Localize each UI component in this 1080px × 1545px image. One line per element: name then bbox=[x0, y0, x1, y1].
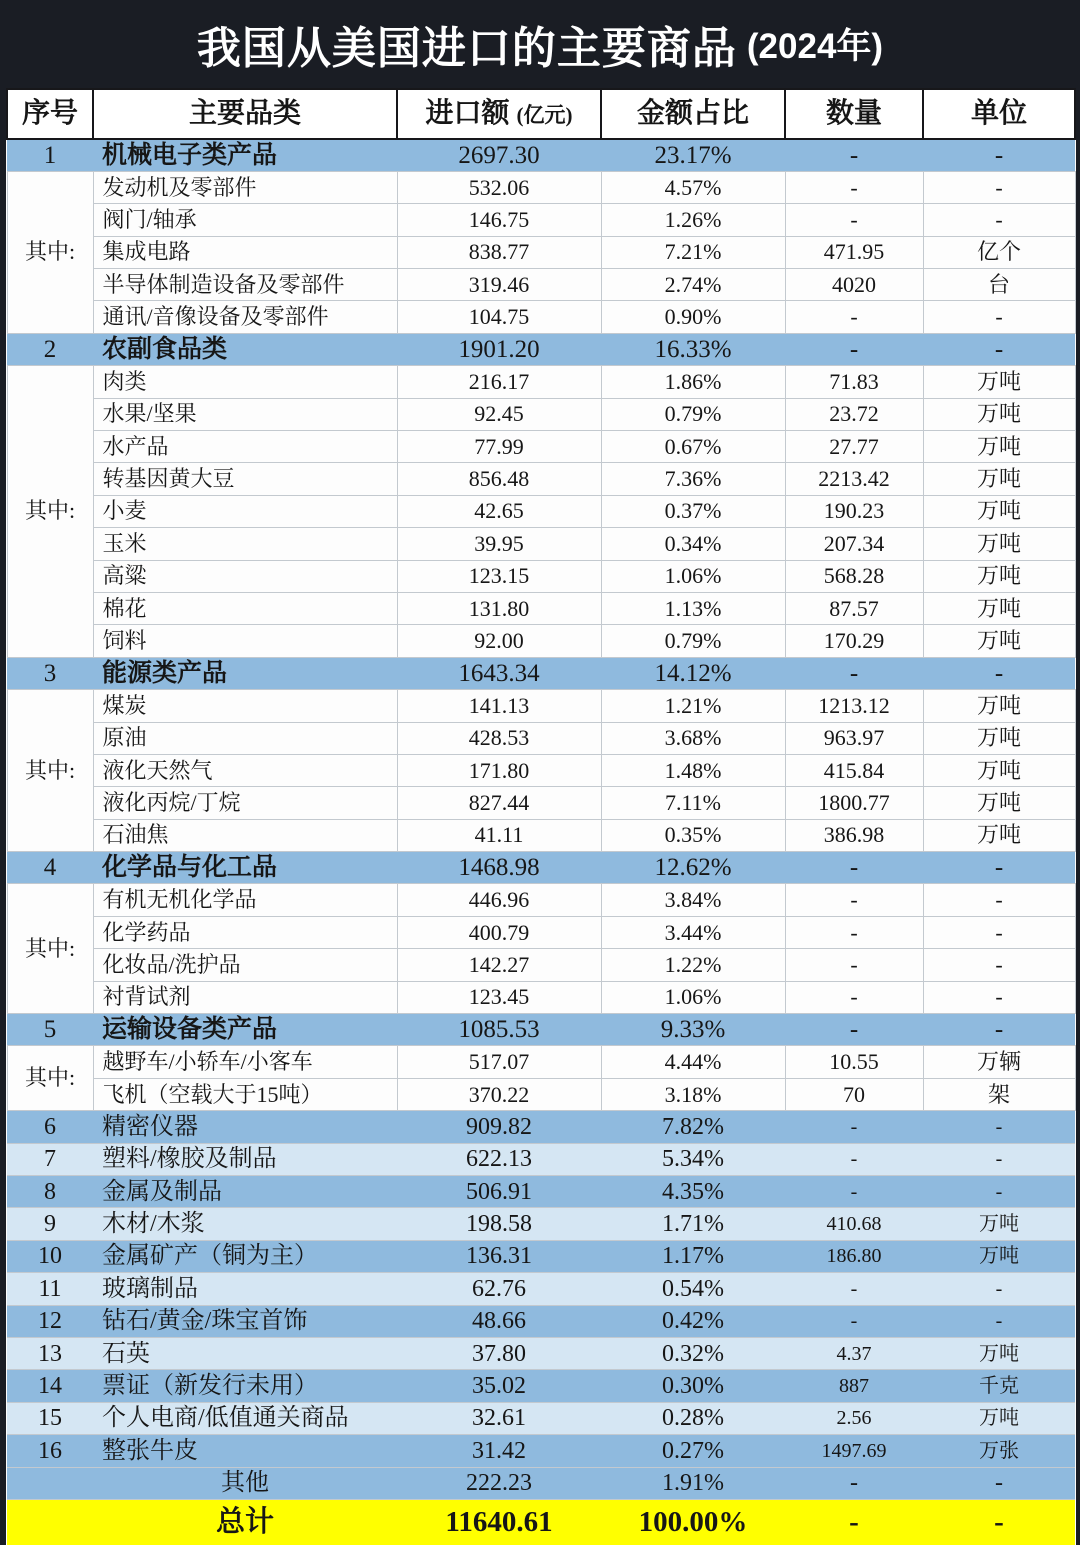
amount-cell: 131.80 bbox=[397, 592, 601, 624]
category-cell: 煤炭 bbox=[93, 690, 397, 722]
unit-cell: 万吨 bbox=[923, 495, 1075, 527]
quantity-cell: - bbox=[785, 1176, 923, 1208]
amount-cell: 39.95 bbox=[397, 528, 601, 560]
table-row bbox=[7, 625, 1075, 657]
category-cell: 金属及制品 bbox=[93, 1176, 397, 1208]
row-index-cell: 16 bbox=[7, 1435, 93, 1467]
imports-table bbox=[6, 88, 1076, 1545]
quantity-cell: - bbox=[785, 1273, 923, 1305]
unit-cell: - bbox=[923, 171, 1075, 203]
unit-cell: - bbox=[923, 1143, 1075, 1175]
category-cell: 肉类 bbox=[93, 366, 397, 398]
table-row bbox=[7, 1402, 1075, 1434]
amount-cell: 48.66 bbox=[397, 1305, 601, 1337]
quantity-cell: 71.83 bbox=[785, 366, 923, 398]
table-row bbox=[7, 916, 1075, 948]
column-header-category: 主要品类 bbox=[93, 89, 397, 139]
unit-cell: - bbox=[923, 949, 1075, 981]
unit-cell: - bbox=[923, 916, 1075, 948]
unit-cell: 万吨 bbox=[923, 592, 1075, 624]
category-cell: 整张牛皮 bbox=[93, 1435, 397, 1467]
unit-cell: 千克 bbox=[923, 1370, 1075, 1402]
quantity-cell: 1800.77 bbox=[785, 787, 923, 819]
title-year: (2024年) bbox=[746, 27, 884, 66]
table-row bbox=[7, 1273, 1075, 1305]
amount-cell: 370.22 bbox=[397, 1078, 601, 1110]
share-cell: 14.12% bbox=[601, 657, 785, 689]
table-row bbox=[7, 754, 1075, 786]
category-cell: 金属矿产（铜为主） bbox=[93, 1240, 397, 1272]
amount-cell: 146.75 bbox=[397, 204, 601, 236]
row-index-cell: 4 bbox=[7, 852, 93, 884]
category-cell: 石油焦 bbox=[93, 819, 397, 851]
quantity-cell: - bbox=[785, 657, 923, 689]
table-row bbox=[7, 1143, 1075, 1175]
unit-cell: 万吨 bbox=[923, 787, 1075, 819]
quantity-cell: 87.57 bbox=[785, 592, 923, 624]
among-which-cell: 其中: bbox=[7, 1046, 93, 1111]
amount-cell: 838.77 bbox=[397, 236, 601, 268]
amount-cell: 506.91 bbox=[397, 1176, 601, 1208]
share-cell: 1.86% bbox=[601, 366, 785, 398]
quantity-cell: - bbox=[785, 1014, 923, 1046]
quantity-cell: 27.77 bbox=[785, 431, 923, 463]
amount-cell: 123.15 bbox=[397, 560, 601, 592]
unit-cell: 万吨 bbox=[923, 1337, 1075, 1369]
amount-cell: 909.82 bbox=[397, 1111, 601, 1143]
unit-cell: - bbox=[923, 1111, 1075, 1143]
unit-cell: 万吨 bbox=[923, 366, 1075, 398]
quantity-cell: 170.29 bbox=[785, 625, 923, 657]
unit-cell: 亿个 bbox=[923, 236, 1075, 268]
table-row bbox=[7, 171, 1075, 203]
amount-cell: 42.65 bbox=[397, 495, 601, 527]
quantity-cell: - bbox=[785, 171, 923, 203]
row-index-cell bbox=[7, 1499, 93, 1545]
amount-cell: 1085.53 bbox=[397, 1014, 601, 1046]
category-cell: 木材/木浆 bbox=[93, 1208, 397, 1240]
category-cell: 发动机及零部件 bbox=[93, 171, 397, 203]
quantity-cell: - bbox=[785, 981, 923, 1013]
unit-cell: 万吨 bbox=[923, 754, 1075, 786]
unit-cell: 万吨 bbox=[923, 1240, 1075, 1272]
category-cell: 衬背试剂 bbox=[93, 981, 397, 1013]
quantity-cell: - bbox=[785, 333, 923, 365]
quantity-cell: 415.84 bbox=[785, 754, 923, 786]
category-cell: 塑料/橡胶及制品 bbox=[93, 1143, 397, 1175]
share-cell: 1.06% bbox=[601, 560, 785, 592]
quantity-cell: 887 bbox=[785, 1370, 923, 1402]
amount-cell: 2697.30 bbox=[397, 139, 601, 171]
unit-cell: 万吨 bbox=[923, 690, 1075, 722]
amount-cell: 171.80 bbox=[397, 754, 601, 786]
quantity-cell: - bbox=[785, 139, 923, 171]
table-body bbox=[7, 139, 1075, 1545]
amount-cell: 136.31 bbox=[397, 1240, 601, 1272]
share-cell: 0.79% bbox=[601, 398, 785, 430]
share-cell: 3.18% bbox=[601, 1078, 785, 1110]
table-row bbox=[7, 949, 1075, 981]
amount-cell: 123.45 bbox=[397, 981, 601, 1013]
unit-cell: - bbox=[923, 852, 1075, 884]
table-row bbox=[7, 1370, 1075, 1402]
column-header-quantity: 数量 bbox=[785, 89, 923, 139]
table-row bbox=[7, 722, 1075, 754]
amount-cell: 216.17 bbox=[397, 366, 601, 398]
row-index-cell: 5 bbox=[7, 1014, 93, 1046]
category-cell: 饲料 bbox=[93, 625, 397, 657]
category-cell: 小麦 bbox=[93, 495, 397, 527]
table-row bbox=[7, 981, 1075, 1013]
category-cell: 玻璃制品 bbox=[93, 1273, 397, 1305]
quantity-cell: 4020 bbox=[785, 269, 923, 301]
amount-cell: 92.00 bbox=[397, 625, 601, 657]
unit-cell: - bbox=[923, 1467, 1075, 1499]
quantity-cell: 2213.42 bbox=[785, 463, 923, 495]
category-cell: 玉米 bbox=[93, 528, 397, 560]
unit-cell: 万吨 bbox=[923, 463, 1075, 495]
among-which-cell: 其中: bbox=[7, 884, 93, 1014]
category-cell: 化妆品/洗护品 bbox=[93, 949, 397, 981]
category-cell: 棉花 bbox=[93, 592, 397, 624]
table-header-row bbox=[7, 89, 1075, 139]
share-cell: 1.17% bbox=[601, 1240, 785, 1272]
row-index-cell: 2 bbox=[7, 333, 93, 365]
table-row bbox=[7, 139, 1075, 171]
share-cell: 2.74% bbox=[601, 269, 785, 301]
quantity-cell: 70 bbox=[785, 1078, 923, 1110]
table-row bbox=[7, 560, 1075, 592]
table-row bbox=[7, 592, 1075, 624]
category-cell: 化学药品 bbox=[93, 916, 397, 948]
category-cell: 越野车/小轿车/小客车 bbox=[93, 1046, 397, 1078]
unit-cell: 万吨 bbox=[923, 560, 1075, 592]
share-cell: 4.35% bbox=[601, 1176, 785, 1208]
category-cell: 水果/坚果 bbox=[93, 398, 397, 430]
share-cell: 12.62% bbox=[601, 852, 785, 884]
share-cell: 0.34% bbox=[601, 528, 785, 560]
category-cell: 飞机（空载大于15吨） bbox=[93, 1078, 397, 1110]
amount-cell: 35.02 bbox=[397, 1370, 601, 1402]
column-header-unit: 单位 bbox=[923, 89, 1075, 139]
share-cell: 0.30% bbox=[601, 1370, 785, 1402]
quantity-cell: 568.28 bbox=[785, 560, 923, 592]
amount-cell: 62.76 bbox=[397, 1273, 601, 1305]
amount-cell: 198.58 bbox=[397, 1208, 601, 1240]
unit-cell: 万吨 bbox=[923, 722, 1075, 754]
unit-cell: - bbox=[923, 301, 1075, 333]
quantity-cell: - bbox=[785, 204, 923, 236]
amount-cell: 92.45 bbox=[397, 398, 601, 430]
share-cell: 0.27% bbox=[601, 1435, 785, 1467]
unit-cell: 万张 bbox=[923, 1435, 1075, 1467]
amount-cell: 37.80 bbox=[397, 1337, 601, 1369]
table-row bbox=[7, 398, 1075, 430]
share-cell: 7.21% bbox=[601, 236, 785, 268]
row-index-cell: 9 bbox=[7, 1208, 93, 1240]
share-cell: 0.54% bbox=[601, 1273, 785, 1305]
amount-cell: 32.61 bbox=[397, 1402, 601, 1434]
quantity-cell: - bbox=[785, 916, 923, 948]
quantity-cell: - bbox=[785, 884, 923, 916]
unit-cell: - bbox=[994, 1506, 1004, 1539]
amount-cell: 31.42 bbox=[397, 1435, 601, 1467]
category-cell: 农副食品类 bbox=[93, 333, 397, 365]
table-row bbox=[7, 1208, 1075, 1240]
table-row bbox=[7, 819, 1075, 851]
table-row bbox=[7, 1176, 1075, 1208]
table-row bbox=[7, 852, 1075, 884]
table-row bbox=[7, 1078, 1075, 1110]
category-cell: 水产品 bbox=[93, 431, 397, 463]
unit-cell: 万吨 bbox=[923, 819, 1075, 851]
share-cell: 0.28% bbox=[601, 1402, 785, 1434]
column-header-share: 金额占比 bbox=[601, 89, 785, 139]
amount-cell: 1643.34 bbox=[397, 657, 601, 689]
category-cell: 通讯/音像设备及零部件 bbox=[93, 301, 397, 333]
category-cell: 运输设备类产品 bbox=[93, 1014, 397, 1046]
table-row bbox=[7, 1467, 1075, 1499]
quantity-cell: 386.98 bbox=[785, 819, 923, 851]
category-cell: 集成电路 bbox=[93, 236, 397, 268]
among-which-cell: 其中: bbox=[7, 171, 93, 333]
row-index-cell: 7 bbox=[7, 1143, 93, 1175]
share-cell: 1.26% bbox=[601, 204, 785, 236]
table-row bbox=[7, 333, 1075, 365]
page-title bbox=[0, 0, 1080, 88]
share-cell: 4.44% bbox=[601, 1046, 785, 1078]
amount-cell: 517.07 bbox=[397, 1046, 601, 1078]
quantity-cell: 2.56 bbox=[785, 1402, 923, 1434]
quantity-cell: 4.37 bbox=[785, 1337, 923, 1369]
quantity-cell: - bbox=[785, 852, 923, 884]
row-index-cell: 1 bbox=[7, 139, 93, 171]
quantity-cell: - bbox=[785, 1305, 923, 1337]
quantity-cell: 190.23 bbox=[785, 495, 923, 527]
share-cell: 100.00% bbox=[638, 1506, 748, 1539]
share-cell: 1.91% bbox=[601, 1467, 785, 1499]
unit-cell: 万吨 bbox=[923, 398, 1075, 430]
category-cell: 高粱 bbox=[93, 560, 397, 592]
row-index-cell: 15 bbox=[7, 1402, 93, 1434]
category-cell: 半导体制造设备及零部件 bbox=[93, 269, 397, 301]
unit-cell: - bbox=[923, 1305, 1075, 1337]
category-cell: 液化天然气 bbox=[93, 754, 397, 786]
share-cell: 1.21% bbox=[601, 690, 785, 722]
row-index-cell bbox=[7, 1467, 93, 1499]
category-cell: 石英 bbox=[93, 1337, 397, 1369]
unit-cell: 万吨 bbox=[923, 431, 1075, 463]
share-cell: 1.22% bbox=[601, 949, 785, 981]
row-index-cell: 12 bbox=[7, 1305, 93, 1337]
category-cell: 能源类产品 bbox=[93, 657, 397, 689]
amount-header-unit: (亿元) bbox=[516, 103, 573, 127]
amount-cell: 446.96 bbox=[397, 884, 601, 916]
amount-cell: 41.11 bbox=[397, 819, 601, 851]
amount-cell: 141.13 bbox=[397, 690, 601, 722]
quantity-cell: - bbox=[785, 1467, 923, 1499]
category-cell: 有机无机化学品 bbox=[93, 884, 397, 916]
table-row bbox=[7, 366, 1075, 398]
unit-cell: 万吨 bbox=[923, 625, 1075, 657]
category-cell: 精密仪器 bbox=[93, 1111, 397, 1143]
share-cell: 5.34% bbox=[601, 1143, 785, 1175]
quantity-cell: 23.72 bbox=[785, 398, 923, 430]
category-cell: 个人电商/低值通关商品 bbox=[93, 1402, 397, 1434]
table-row bbox=[7, 236, 1075, 268]
quantity-cell: - bbox=[785, 1143, 923, 1175]
share-cell: 1.48% bbox=[601, 754, 785, 786]
row-index-cell: 6 bbox=[7, 1111, 93, 1143]
quantity-cell: 410.68 bbox=[785, 1208, 923, 1240]
share-cell: 7.82% bbox=[601, 1111, 785, 1143]
table-row bbox=[7, 1499, 1075, 1545]
unit-cell: 万辆 bbox=[923, 1046, 1075, 1078]
table-row bbox=[7, 495, 1075, 527]
quantity-cell: 186.80 bbox=[785, 1240, 923, 1272]
quantity-cell: 471.95 bbox=[785, 236, 923, 268]
share-cell: 9.33% bbox=[601, 1014, 785, 1046]
quantity-cell: - bbox=[785, 1111, 923, 1143]
amount-cell: 532.06 bbox=[397, 171, 601, 203]
row-index-cell: 13 bbox=[7, 1337, 93, 1369]
table-row bbox=[7, 657, 1075, 689]
share-cell: 0.37% bbox=[601, 495, 785, 527]
amount-cell: 142.27 bbox=[397, 949, 601, 981]
table-row bbox=[7, 690, 1075, 722]
category-cell: 总计 bbox=[215, 1506, 274, 1539]
category-cell: 机械电子类产品 bbox=[93, 139, 397, 171]
table-row bbox=[7, 1240, 1075, 1272]
share-cell: 3.44% bbox=[601, 916, 785, 948]
table-row bbox=[7, 787, 1075, 819]
table-row bbox=[7, 884, 1075, 916]
category-cell: 票证（新发行未用） bbox=[93, 1370, 397, 1402]
among-which-cell: 其中: bbox=[7, 366, 93, 658]
quantity-cell: - bbox=[849, 1506, 859, 1539]
table-row bbox=[7, 1046, 1075, 1078]
share-cell: 0.67% bbox=[601, 431, 785, 463]
share-cell: 7.11% bbox=[601, 787, 785, 819]
share-cell: 3.68% bbox=[601, 722, 785, 754]
table-row bbox=[7, 204, 1075, 236]
amount-cell: 1901.20 bbox=[397, 333, 601, 365]
quantity-cell: 963.97 bbox=[785, 722, 923, 754]
amount-cell: 428.53 bbox=[397, 722, 601, 754]
share-cell: 23.17% bbox=[601, 139, 785, 171]
table-row bbox=[7, 1014, 1075, 1046]
share-cell: 0.35% bbox=[601, 819, 785, 851]
column-header-seq: 序号 bbox=[7, 89, 93, 139]
table-row bbox=[7, 463, 1075, 495]
unit-cell: - bbox=[923, 981, 1075, 1013]
category-cell: 化学品与化工品 bbox=[93, 852, 397, 884]
share-cell: 0.90% bbox=[601, 301, 785, 333]
table-row bbox=[7, 1305, 1075, 1337]
quantity-cell: 1213.12 bbox=[785, 690, 923, 722]
share-cell: 3.84% bbox=[601, 884, 785, 916]
quantity-cell: 207.34 bbox=[785, 528, 923, 560]
category-cell: 其他 bbox=[93, 1467, 397, 1499]
category-cell: 原油 bbox=[93, 722, 397, 754]
column-header-amount bbox=[397, 89, 601, 139]
amount-cell: 622.13 bbox=[397, 1143, 601, 1175]
table-row bbox=[7, 301, 1075, 333]
category-cell: 钻石/黄金/珠宝首饰 bbox=[93, 1305, 397, 1337]
amount-cell: 827.44 bbox=[397, 787, 601, 819]
table-row bbox=[7, 1435, 1075, 1467]
share-cell: 7.36% bbox=[601, 463, 785, 495]
unit-cell: 万吨 bbox=[923, 1402, 1075, 1434]
amount-cell: 222.23 bbox=[397, 1467, 601, 1499]
share-cell: 1.13% bbox=[601, 592, 785, 624]
unit-cell: - bbox=[923, 333, 1075, 365]
quantity-cell: 10.55 bbox=[785, 1046, 923, 1078]
quantity-cell: 1497.69 bbox=[785, 1435, 923, 1467]
table-row bbox=[7, 1111, 1075, 1143]
quantity-cell: - bbox=[785, 949, 923, 981]
row-index-cell: 14 bbox=[7, 1370, 93, 1402]
table-row bbox=[7, 269, 1075, 301]
unit-cell: - bbox=[923, 204, 1075, 236]
unit-cell: 万吨 bbox=[923, 1208, 1075, 1240]
amount-cell: 400.79 bbox=[397, 916, 601, 948]
amount-cell: 77.99 bbox=[397, 431, 601, 463]
amount-cell: 11640.61 bbox=[445, 1506, 553, 1539]
unit-cell: - bbox=[923, 1273, 1075, 1305]
unit-cell: - bbox=[923, 1014, 1075, 1046]
table-row bbox=[7, 1337, 1075, 1369]
table-row bbox=[7, 528, 1075, 560]
share-cell: 1.06% bbox=[601, 981, 785, 1013]
unit-cell: 台 bbox=[923, 269, 1075, 301]
amount-cell: 319.46 bbox=[397, 269, 601, 301]
row-index-cell: 10 bbox=[7, 1240, 93, 1272]
share-cell: 16.33% bbox=[601, 333, 785, 365]
title-text: 我国从美国进口的主要商品 bbox=[196, 24, 737, 73]
row-index-cell: 3 bbox=[7, 657, 93, 689]
category-cell: 液化丙烷/丁烷 bbox=[93, 787, 397, 819]
category-cell: 阀门/轴承 bbox=[93, 204, 397, 236]
table-row bbox=[7, 431, 1075, 463]
share-cell: 0.32% bbox=[601, 1337, 785, 1369]
share-cell: 4.57% bbox=[601, 171, 785, 203]
share-cell: 0.79% bbox=[601, 625, 785, 657]
amount-header-label: 进口额 bbox=[425, 98, 510, 129]
amount-cell: 856.48 bbox=[397, 463, 601, 495]
unit-cell: - bbox=[923, 657, 1075, 689]
row-index-cell: 8 bbox=[7, 1176, 93, 1208]
share-cell: 1.71% bbox=[601, 1208, 785, 1240]
unit-cell: - bbox=[923, 139, 1075, 171]
category-cell: 转基因黄大豆 bbox=[93, 463, 397, 495]
share-cell: 0.42% bbox=[601, 1305, 785, 1337]
unit-cell: - bbox=[923, 884, 1075, 916]
quantity-cell: - bbox=[785, 301, 923, 333]
amount-cell: 104.75 bbox=[397, 301, 601, 333]
among-which-cell: 其中: bbox=[7, 690, 93, 852]
amount-cell: 1468.98 bbox=[397, 852, 601, 884]
unit-cell: - bbox=[923, 1176, 1075, 1208]
row-index-cell: 11 bbox=[7, 1273, 93, 1305]
unit-cell: 架 bbox=[923, 1078, 1075, 1110]
unit-cell: 万吨 bbox=[923, 528, 1075, 560]
